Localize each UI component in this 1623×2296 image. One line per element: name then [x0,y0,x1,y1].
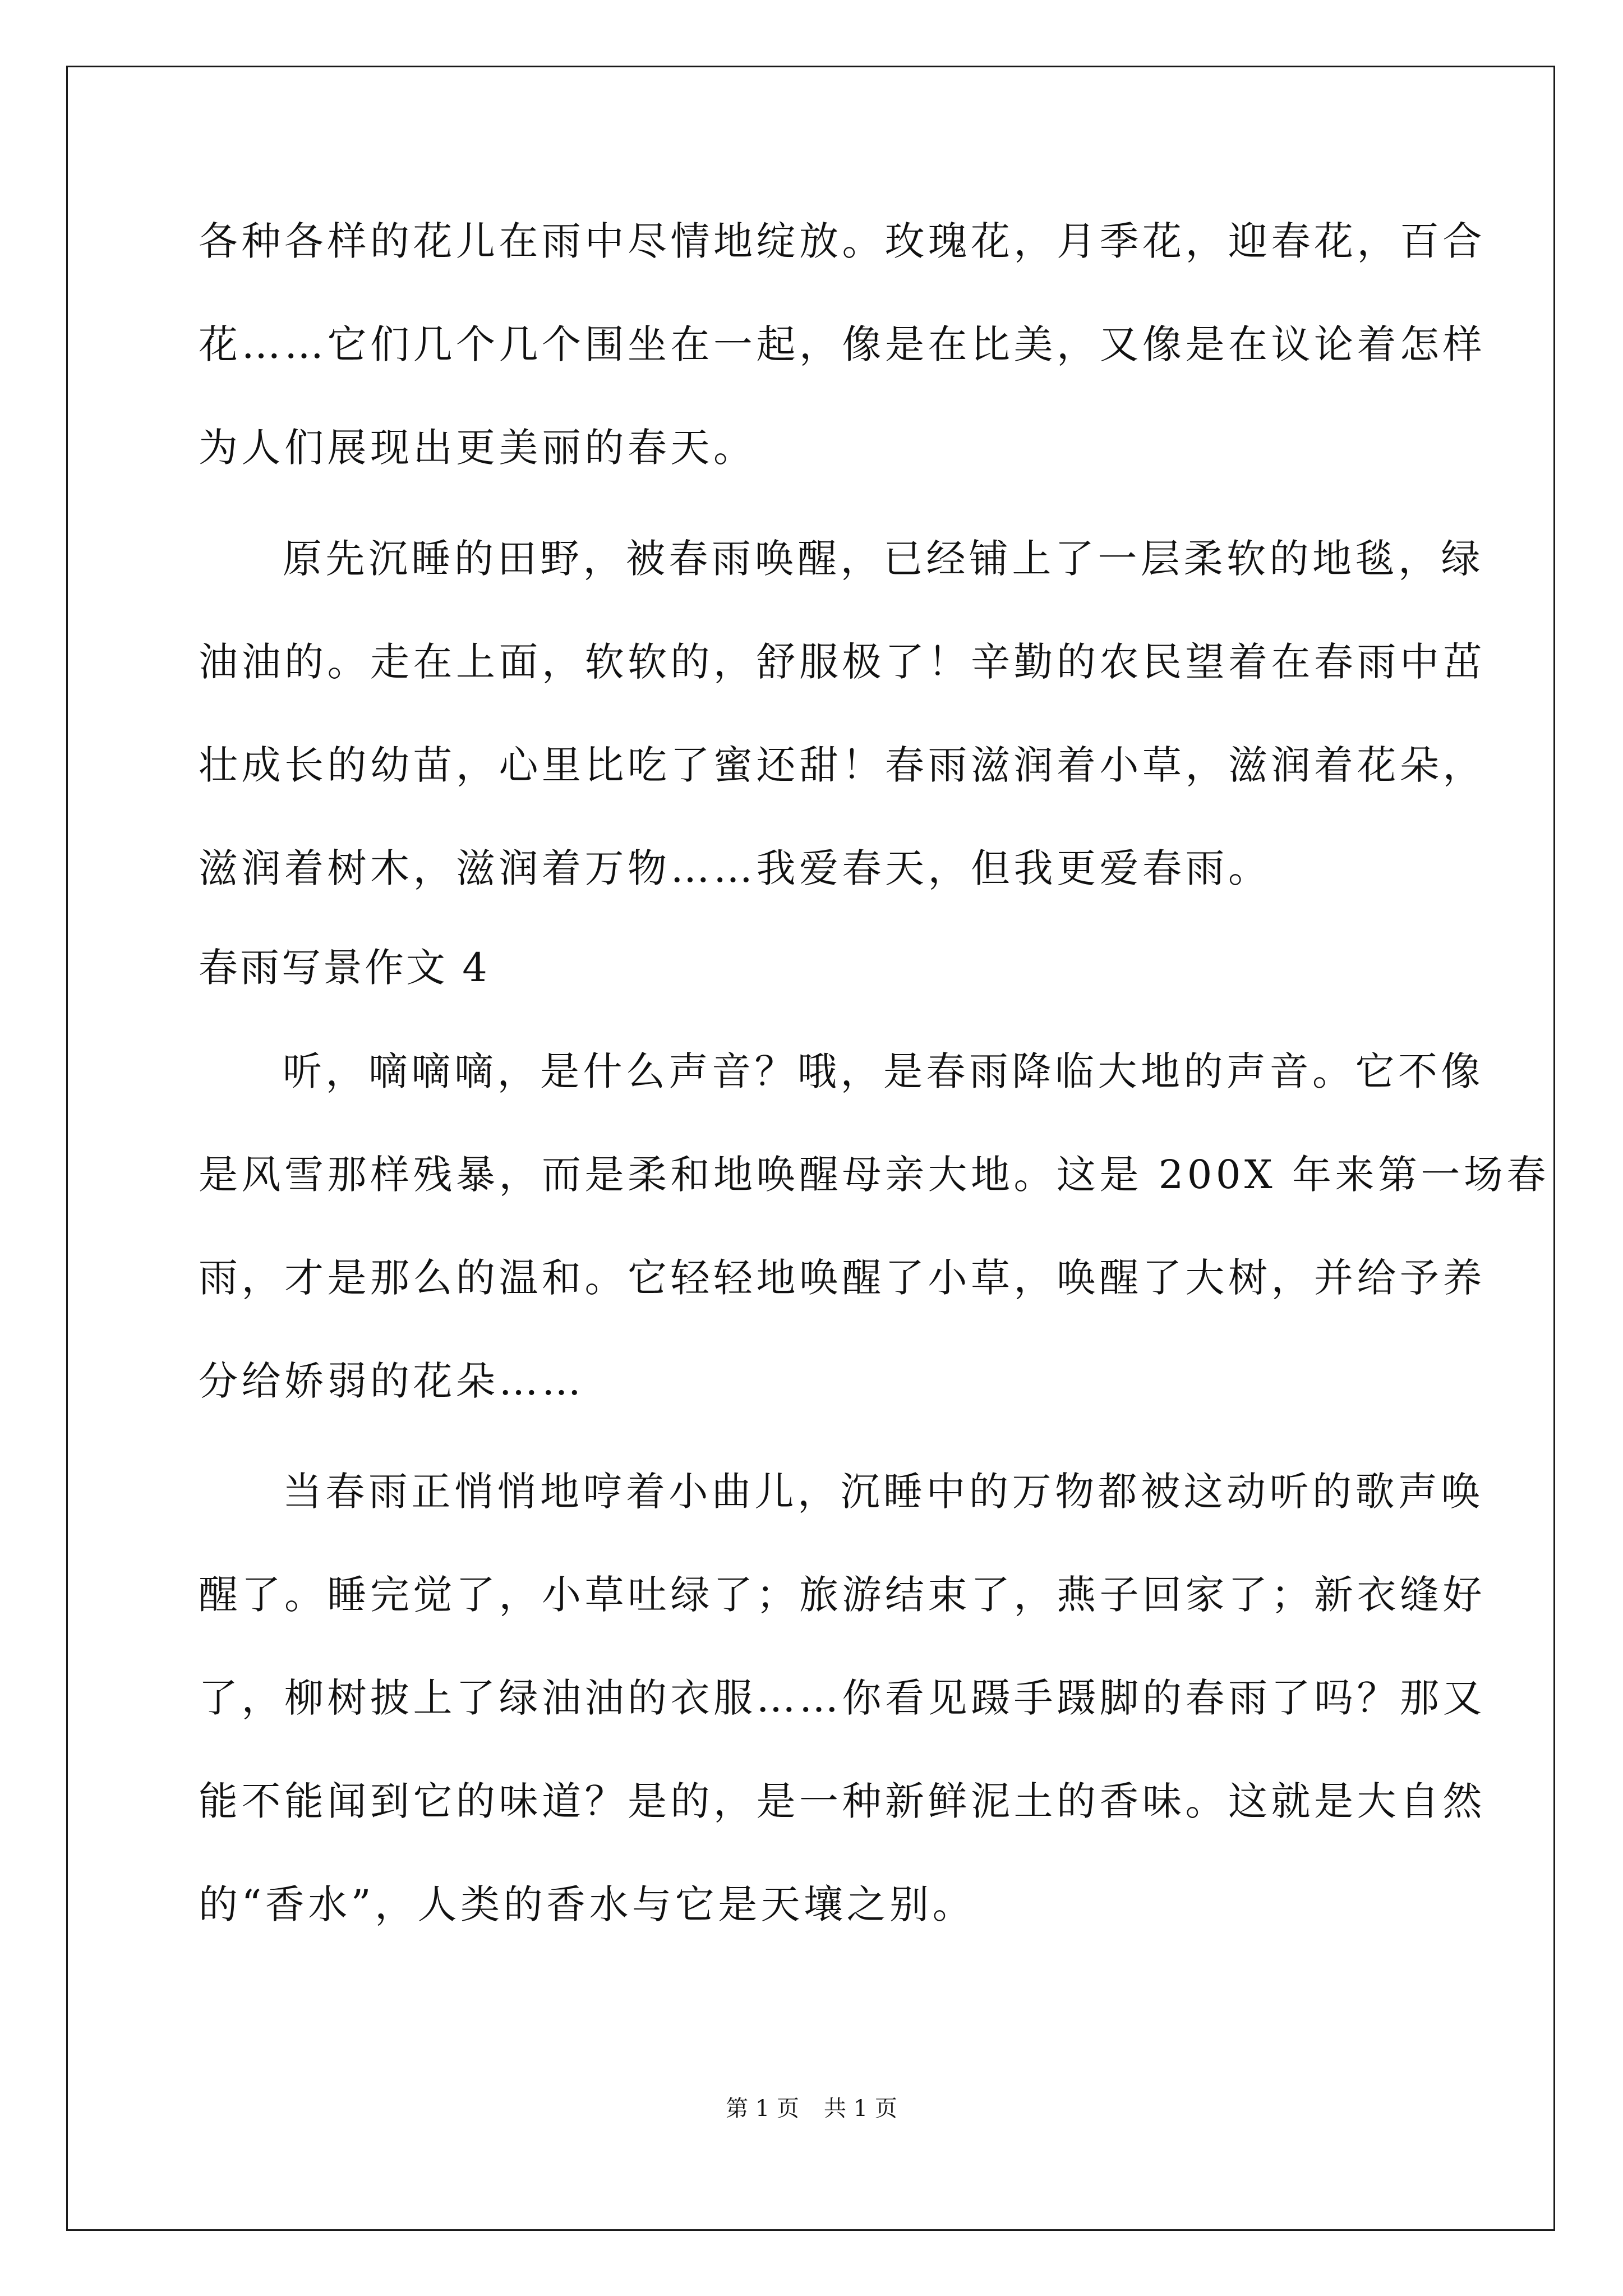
paragraph-line: 当春雨正悄悄地哼着小曲儿，沉睡中的万物都被这动听的歌声唤 [283,1469,1484,1515]
section-heading: 春雨写景作文 4 [199,945,490,991]
paragraph-line: 油油的。走在上面，软软的，舒服极了！辛勤的农民望着在春雨中茁 [199,639,1486,685]
paragraph-line: 原先沉睡的田野，被春雨唤醒，已经铺上了一层柔软的地毯，绿 [283,536,1484,582]
paragraph-line: 能不能闻到它的味道？是的，是一种新鲜泥土的香味。这就是大自然 [199,1778,1486,1824]
paragraph-line: 醒了。睡完觉了，小草吐绿了；旅游结束了，燕子回家了；新衣缝好 [199,1572,1486,1618]
paragraph-line: 滋润着树木，滋润着万物……我爱春天，但我更爱春雨。 [199,845,1271,891]
paragraph-line: 雨，才是那么的温和。它轻轻地唤醒了小草，唤醒了大树，并给予养 [199,1255,1486,1301]
paragraph-line: 是风雪那样残暴，而是柔和地唤醒母亲大地。这是 200X 年来第一场春 [199,1152,1550,1198]
paragraph-line: 壮成长的幼苗，心里比吃了蜜还甜！春雨滋润着小草，滋润着花朵， [199,742,1486,788]
paragraph-line: 的“香水”，人类的香水与它是天壤之别。 [199,1881,976,1927]
paragraph-line: 听，嘀嘀嘀，是什么声音？哦，是春雨降临大地的声音。它不像 [283,1048,1484,1094]
paragraph-line: 为人们展现出更美丽的春天。 [199,425,757,471]
paragraph-line: 分给娇弱的花朵…… [199,1358,585,1404]
page-number-current: 第 1 页 [726,2096,799,2122]
page-number-total: 共 1 页 [824,2096,897,2122]
paragraph-line: 了，柳树披上了绿油油的衣服……你看见蹑手蹑脚的春雨了吗？那又 [199,1675,1486,1721]
page-footer [0,2092,1623,2125]
paragraph-line: 各种各样的花儿在雨中尽情地绽放。玫瑰花，月季花，迎春花，百合 [199,218,1486,264]
paragraph-line: 花……它们几个几个围坐在一起，像是在比美，又像是在议论着怎样 [199,321,1486,367]
